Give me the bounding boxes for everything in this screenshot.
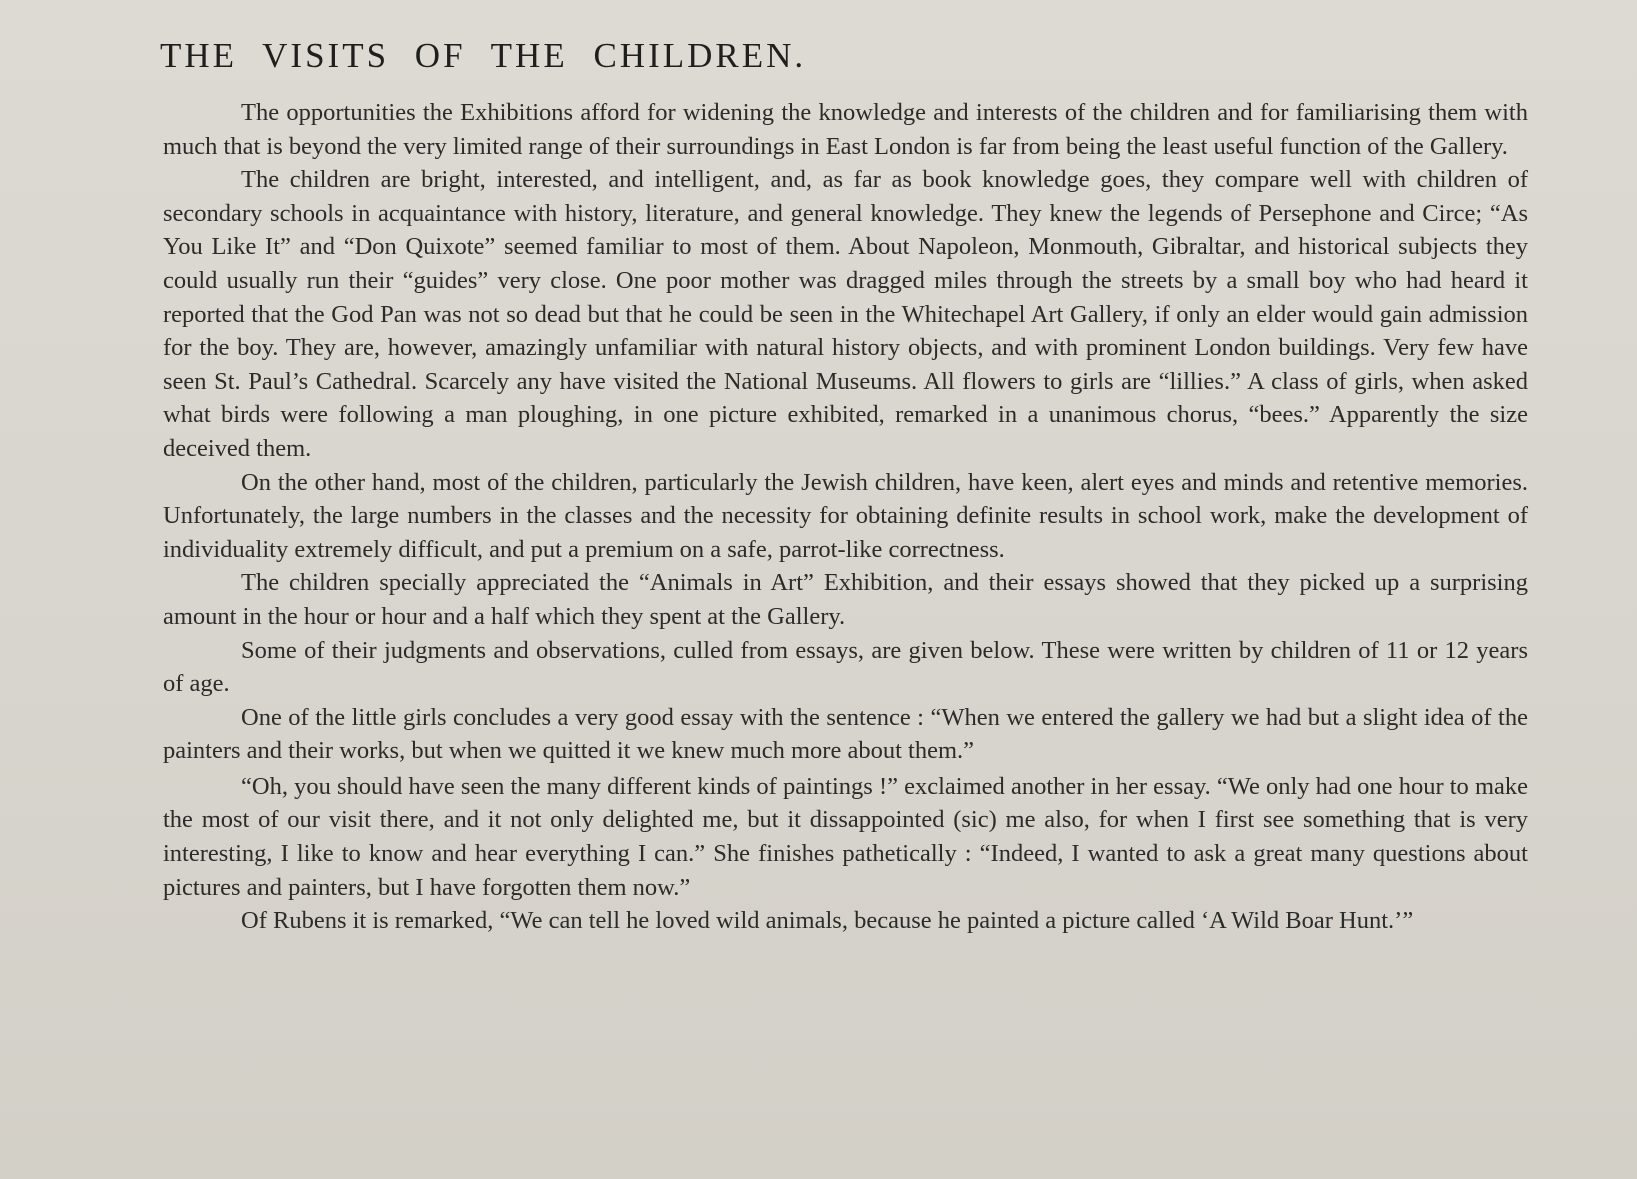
paragraph: Some of their judgments and observations, culled from essays, are given below. These were written by children of 11 or 12 years of age. — [163, 636, 1528, 698]
paragraph: The children are bright, interested, and intelligent, and, as far as book knowledge goes, they compare well with children of secondary schools in acquaintance with history, literature, and general knowledge. They knew the legends of Persephone and Circe; “As You Like It” and “Don Quixote” seemed familiar to most of them. About Napoleon, Monmouth, Gibraltar, and historical subjects they could usually run their “guides” very close. One poor mother was dragged miles through the streets by a small boy who had heard it reported that the God Pan was not so dead but that he could be seen in the Whitechapel Art Gallery, if only an elder would gain admission for the boy. They are, however, amazingly unfamiliar with natural history objects, and with prominent London buildings. Very few have seen St. Paul’s Cathedral. Scarcely any have visited the National Museums. All flowers to girls are “lillies.” A class of girls, when asked what birds were following a man ploughing, in one picture exhibited, remarked in a unanimous chorus, “bees.” Apparently the size deceived them. — [163, 166, 1528, 462]
paragraph: One of the little girls concludes a very good essay with the sentence : “When we entered the gallery we had but a slight idea of the painters and their works, but when we quitted it we knew much more about them.” — [163, 703, 1528, 765]
paragraph: “Oh, you should have seen the many different kinds of paintings !” exclaimed another in her essay. “We only had one hour to make the most of our visit there, and it not only delighted me, but it dissappointed (sic) me also, for when I first see something that is very interesting, I like to know and hear everything I can.” She finishes pathetically : “Indeed, I wanted to ask a great many questions about pictures and painters, but I have forgotten them now.” — [163, 772, 1528, 901]
body-text — [163, 96, 1528, 938]
paragraph: The opportunities the Exhibitions afford for widening the knowledge and interests of the children and for familiarising them with much that is beyond the very limited range of their surroundings in East London is far from being the least useful function of the Gallery. — [163, 99, 1528, 160]
paragraph: On the other hand, most of the children, particularly the Jewish children, have keen, alert eyes and minds and retentive memories. Unfortunately, the large numbers in the classes and the necessity for obtaining definite results in school work, make the development of individuality extremely difficult, and put a premium on a safe, parrot-like correctness. — [163, 468, 1528, 563]
page-title: THE VISITS OF THE CHILDREN. — [160, 36, 807, 75]
paragraph: Of Rubens it is remarked, “We can tell he loved wild animals, because he painted a picture called ‘A Wild Boar Hunt.’” — [241, 907, 1414, 935]
paragraph: The children specially appreciated the “Animals in Art” Exhibition, and their essays showed that they picked up a surprising amount in the hour or hour and a half which they spent at the Gallery. — [163, 569, 1528, 630]
